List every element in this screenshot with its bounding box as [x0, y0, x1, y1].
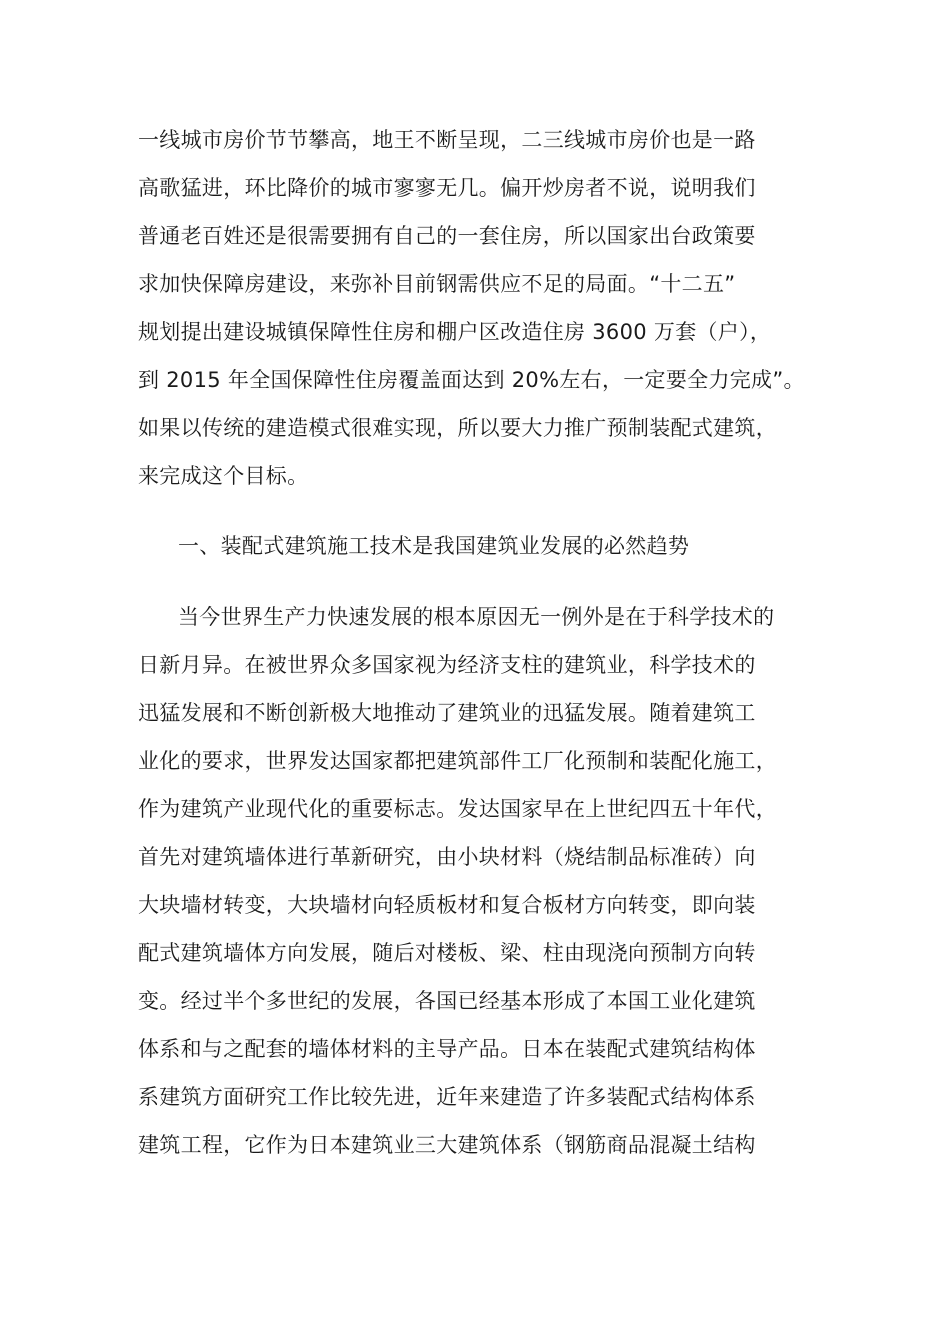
- text-line: 建筑工程，它作为日本建筑业三大建筑体系（钢筋商品混凝土结构: [138, 1133, 756, 1157]
- text-line: 首先对建筑墙体进行革新研究，由小块材料（烧结制品标准砖）向: [138, 845, 756, 869]
- text-line: 作为建筑产业现代化的重要标志。发达国家早在上世纪四五十年代，: [138, 797, 777, 821]
- text-line: 迅猛发展和不断创新极大地推动了建筑业的迅猛发展。随着建筑工: [138, 701, 756, 725]
- text-line: 日新月异。在被世界众多国家视为经济支柱的建筑业，科学技术的: [138, 653, 756, 677]
- text-line: 如果以传统的建造模式很难实现，所以要大力推广预制装配式建筑，: [138, 416, 777, 440]
- text-line: 到 2015 年全国保障性住房覆盖面达到 20%左右，一定要全力完成”。: [138, 368, 805, 392]
- text-line: 大块墙材转变，大块墙材向轻质板材和复合板材方向转变，即向装: [138, 893, 756, 917]
- text-line: 求加快保障房建设，来弥补目前钢需供应不足的局面。“十二五”: [138, 272, 736, 296]
- text-line: 当今世界生产力快速发展的根本原因无一例外是在于科学技术的: [178, 605, 775, 629]
- text-line: 体系和与之配套的墙体材料的主导产品。日本在装配式建筑结构体: [138, 1037, 756, 1061]
- text-line: 变。经过半个多世纪的发展，各国已经基本形成了本国工业化建筑: [138, 989, 756, 1013]
- text-line: 系建筑方面研究工作比较先进，近年来建造了许多装配式结构体系: [138, 1085, 756, 1109]
- text-line: 规划提出建设城镇保障性住房和棚户区改造住房 3600 万套（户），: [138, 320, 772, 344]
- text-line: 业化的要求，世界发达国家都把建筑部件工厂化预制和装配化施工，: [138, 749, 777, 773]
- text-line: 一线城市房价节节攀高，地王不断呈现，二三线城市房价也是一路: [138, 128, 756, 152]
- text-line: 配式建筑墙体方向发展，随后对楼板、梁、柱由现浇向预制方向转: [138, 941, 756, 965]
- text-line: 来完成这个目标。: [138, 464, 309, 488]
- section-heading: 一、装配式建筑施工技术是我国建筑业发展的必然趋势: [178, 534, 690, 558]
- text-line: 高歌猛进，环比降价的城市寥寥无几。偏开炒房者不说，说明我们: [138, 176, 756, 200]
- text-line: 普通老百姓还是很需要拥有自己的一套住房，所以国家出台政策要: [138, 224, 756, 248]
